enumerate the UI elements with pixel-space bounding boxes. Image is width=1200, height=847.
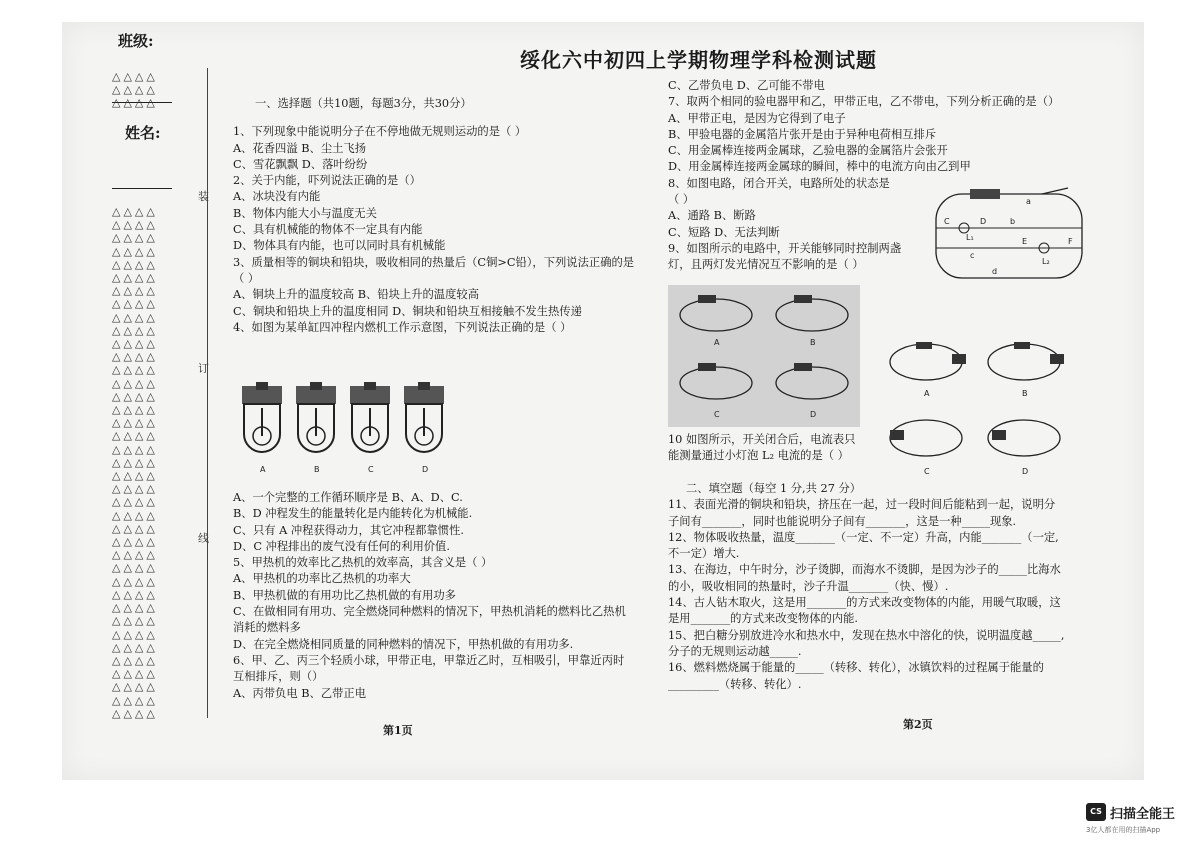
- question-line: （ ）: [668, 193, 695, 207]
- svg-text:D: D: [810, 410, 817, 419]
- question-line: C、短路 D、无法判断: [668, 225, 780, 239]
- circuit-figure-q8: [930, 188, 1088, 284]
- binding-margin-line: [207, 68, 208, 718]
- page-1-column-lower: [233, 490, 658, 702]
- question-line: A、甲热机的功率比乙热机的功率大: [233, 572, 411, 586]
- page-1-column: [233, 96, 658, 336]
- question-line: D、C 冲程排出的废气没有任何的利用价值.: [233, 539, 450, 553]
- page-number-2: 第2页: [903, 718, 933, 731]
- question-line: C、在做相同有用功、完全燃烧同种燃料的情况下，甲热机消耗的燃料比乙热机: [233, 605, 626, 619]
- binding-char-ding: 订: [198, 362, 209, 375]
- svg-text:D: D: [1022, 467, 1029, 476]
- question-line: _________（转移、转化）.: [668, 677, 802, 691]
- question-line: 5、甲热机的效率比乙热机的效率高，其含义是（ ）: [233, 556, 493, 570]
- question-line: 是用_______的方式来改变物体的内能.: [668, 612, 858, 626]
- question-line: 2、关于内能，吓列说法正确的是（）: [233, 174, 421, 188]
- question-line: D、用金属棒连接两金属球的瞬间，棒中的电流方向由乙到甲: [668, 160, 971, 174]
- question-line: （ ）: [233, 271, 260, 285]
- page-2-q10: [668, 432, 1108, 465]
- question-line: B、物体内能大小与温度无关: [233, 206, 377, 220]
- question-line: 15、把白糖分别放进冷水和热水中，发现在热水中溶化的快，说明温度越_____,: [668, 628, 1065, 642]
- name-underline: [112, 188, 172, 189]
- question-line: 7、取两个相同的验电器甲和乙，甲带正电，乙不带电，下列分析正确的是（）: [668, 95, 1060, 109]
- engine-label: B: [314, 465, 320, 474]
- question-line: 的小，吸收相同的热量时，沙子升温_______（快、慢）.: [668, 579, 949, 593]
- question-line: 10 如图所示，开关闭合后，电流表只: [668, 433, 856, 446]
- question-line: D、物体具有内能，也可以同时具有机械能: [233, 239, 446, 253]
- question-line: C、用金属棒连接两金属球，乙验电器的金属箔片会张开: [668, 144, 948, 158]
- svg-text:F: F: [1068, 237, 1073, 246]
- binding-char-xian: 线: [198, 532, 209, 545]
- svg-text:E: E: [1022, 237, 1028, 246]
- svg-text:B: B: [810, 338, 816, 347]
- question-line: 8、如图电路，闭合开关，电路所处的状态是: [668, 176, 890, 190]
- svg-text:C: C: [944, 217, 950, 226]
- engine-label: D: [422, 465, 429, 474]
- question-line: A、甲带正电，是因为它得到了电子: [668, 111, 846, 125]
- svg-text:a: a: [1026, 197, 1031, 206]
- question-line: 9、如图所示的电路中，开关能够同时控制两盏: [668, 241, 902, 255]
- engine-stroke-d: [404, 382, 444, 474]
- engine-stroke-b: [296, 382, 336, 474]
- question-line: A、丙带负电 B、乙带正电: [233, 686, 367, 700]
- question-line: C、只有 A 冲程获得动力，其它冲程都靠惯性.: [233, 523, 464, 537]
- section-heading-fill: 二、填空题（每空 1 分,共 27 分）: [686, 482, 862, 495]
- question-line: A、通路 B、断路: [668, 209, 756, 223]
- question-line: A、花香四溢 B、尘土飞扬: [233, 141, 367, 155]
- svg-text:c: c: [970, 251, 975, 260]
- question-line: 消耗的燃料多: [233, 621, 301, 635]
- name-label: 姓名:: [125, 124, 161, 142]
- triangle-pattern-top: △△△△ △△△△ △△△△: [112, 70, 158, 110]
- engine-label: C: [368, 465, 374, 474]
- svg-text:C: C: [924, 467, 930, 476]
- page-2-fill-section: [668, 481, 1108, 693]
- question-line: D、在完全燃烧相同质量的同种燃料的情况下，甲热机做的有用功多.: [233, 637, 574, 651]
- svg-text:A: A: [924, 389, 930, 398]
- engine-label: A: [260, 465, 266, 474]
- svg-text:L₁: L₁: [966, 233, 974, 242]
- svg-text:A: A: [714, 338, 720, 347]
- question-line: 16、燃料燃烧属于能量的_____（转移、转化），冰镇饮料的过程属于能量的: [668, 661, 1044, 675]
- page-number-1: 第1页: [383, 724, 413, 737]
- scanner-app-name: 扫描全能王: [1110, 807, 1176, 822]
- svg-text:b: b: [1010, 217, 1016, 226]
- question-line: 12、物体吸收热量，温度_______（一定、不一定）升高，内能_______（一定,: [668, 530, 1059, 544]
- svg-text:d: d: [992, 267, 998, 276]
- question-line: B、甲验电器的金属箔片张开是由于异种电荷相互排斥: [668, 127, 937, 141]
- engine-strokes-figure: [236, 378, 454, 478]
- triangle-pattern-main: △△△△ △△△△ △△△△ △△△△ △△△△ △△△△ △△△△ △△△△ △△△△ △△△△ △△△△ △△△△ △△△△ △△△△ △△△△ △△△△ △△△△ △△△△ △△△△ △△△△ △△△△ △△△△ △△△△ △△△△ △△△△ △△△△ △△△△ △△△△ △△△△ △△△△ △△△△ △△△△ △△△△ △△△△ △△△△ △△△△ △△△△ △△△△ △△△△: [112, 205, 158, 720]
- question-line: A、一个完整的工作循环顺序是 B、A、D、C.: [233, 491, 463, 504]
- scanner-logo-icon: CS: [1086, 803, 1106, 821]
- question-line: 能测量通过小灯泡 L₂ 电流的是（ ）: [668, 449, 849, 463]
- question-line: 子间有_______，同时也能说明分子间有_______，这是一种_____现象.: [668, 514, 1017, 528]
- question-line: 6、甲、乙、丙三个轻质小球，甲带正电，甲靠近乙时，互相吸引，甲靠近丙时: [233, 653, 625, 667]
- svg-text:L₂: L₂: [1042, 257, 1050, 266]
- question-line: 14、古人钻木取火，这是用_______的方式来改变物体的内能，用暖气取暖，这: [668, 596, 1061, 610]
- engine-stroke-a: [242, 382, 282, 474]
- question-line: 1、下列现象中能说明分子在不停地做无规则运动的是（ ）: [233, 125, 527, 139]
- circuit-options-q9: [668, 285, 860, 427]
- engine-stroke-c: [350, 382, 390, 474]
- question-line: C、雪花飘飘 D、落叶纷纷: [233, 157, 368, 171]
- question-line: A、铜块上升的温度较高 B、铅块上升的温度较高: [233, 288, 479, 302]
- svg-text:D: D: [980, 217, 987, 226]
- question-line: C、具有机械能的物体不一定具有内能: [233, 223, 423, 237]
- question-line: C、乙带负电 D、乙可能不带电: [668, 79, 825, 92]
- section-heading-choice: 一、选择题（共10题，每题3分，共30分）: [255, 97, 472, 110]
- question-line: B、甲热机做的有用功比乙热机做的有用功多: [233, 588, 456, 602]
- exam-title: 绥化六中初四上学期物理学科检测试题: [520, 48, 877, 72]
- question-line: 分子的无规则运动越_____.: [668, 644, 802, 658]
- question-line: A、冰块没有内能: [233, 190, 321, 204]
- question-line: B、D 冲程发生的能量转化是内能转化为机械能.: [233, 507, 473, 521]
- scanner-tagline: 3亿人都在用的扫描App: [1086, 826, 1161, 834]
- question-line: 4、如图为某单缸四冲程内燃机工作示意图，下列说法正确的是（ ）: [233, 320, 572, 334]
- question-line: 不一定）增大.: [668, 547, 740, 561]
- question-line: 11、表面光滑的铜块和铅块，挤压在一起，过一段时间后能粘到一起，说明分: [668, 498, 1056, 512]
- question-line: 3、质量相等的铜块和铅块，吸收相同的热量后（C铜>C铅），下列说法正确的是: [233, 255, 635, 269]
- binding-char-zhuang: 装: [198, 190, 209, 203]
- question-line: C、铜块和铅块上升的温度相同 D、铜块和铅块互相接触不发生热传递: [233, 304, 582, 318]
- class-label: 班级:: [118, 32, 154, 50]
- question-line: 灯，且两灯发光情况互不影响的是（ ）: [668, 258, 864, 272]
- svg-text:C: C: [714, 410, 720, 419]
- question-line: 互相排斥，则（）: [233, 670, 324, 684]
- question-line: 13、在海边，中午时分，沙子烫脚，而海水不烫脚，是因为沙子的_____比海水: [668, 563, 1061, 577]
- svg-text:B: B: [1022, 389, 1028, 398]
